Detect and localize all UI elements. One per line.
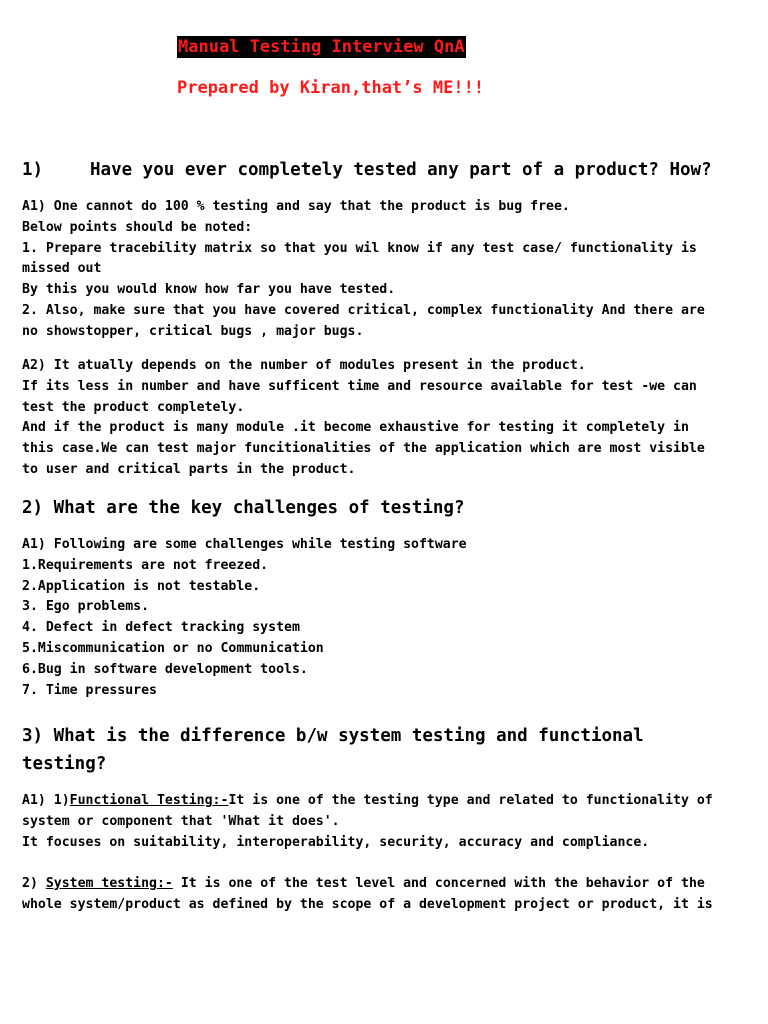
answer-prefix: 2) xyxy=(22,876,46,891)
answer-line: A1) One cannot do 100 % testing and say that the product is bug free. xyxy=(22,199,570,214)
answer-2-block xyxy=(22,356,752,481)
term-functional-testing: Functional Testing:- xyxy=(69,793,229,808)
answer-1-block xyxy=(22,197,752,343)
answer-line: 4. Defect in defect tracking system xyxy=(22,620,300,636)
term-system-testing: System testing:- xyxy=(45,876,173,891)
answer-line: 1. Prepare tracebility matrix so that you wil know if any test case/ functionality is xyxy=(22,240,697,256)
question-3-line-2: testing? xyxy=(22,754,107,774)
question-2: 2) What are the key challenges of testing? xyxy=(22,498,465,518)
answer-line: By this you would know how far you have tested. xyxy=(22,282,396,298)
answer-line: If its less in number and have sufficent time and resource available for test -we can xyxy=(22,378,697,394)
answer-line: 1.Requirements are not freezed. xyxy=(22,557,269,573)
question-3-answer-2 xyxy=(22,874,752,916)
answer-line: this case.We can test major funcitionalities of the application which are most visible xyxy=(22,441,705,457)
answer-line: 2. Also, make sure that you have covered critical, complex functionality And there are xyxy=(22,302,705,318)
answer-text: It is one of the testing type and related to functionality of xyxy=(228,793,713,808)
answer-line: A2) It atually depends on the number of modules present in the product. xyxy=(22,358,586,373)
answer-line: 7. Time pressures xyxy=(22,682,157,698)
document-subtitle: Prepared by Kiran,that’s ME!!! xyxy=(177,78,485,98)
answer-line: Below points should be noted: xyxy=(22,219,253,235)
answer-line: missed out xyxy=(22,261,102,277)
answer-line: 5.Miscommunication or no Communication xyxy=(22,640,324,656)
answer-line: 2.Application is not testable. xyxy=(22,578,261,594)
question-3-answer-1 xyxy=(22,791,752,853)
question-2-answer-block xyxy=(22,535,752,701)
answer-line: 6.Bug in software development tools. xyxy=(22,661,308,677)
question-1-text: Have you ever completely tested any part of a product? How? xyxy=(90,160,712,180)
answer-line: to user and critical parts in the product. xyxy=(22,461,356,477)
question-3-line-1: 3) What is the difference b/w system testing and functional xyxy=(22,726,644,746)
answer-line: It focuses on suitability, interoperability, security, accuracy and compliance. xyxy=(22,834,650,850)
answer-line: And if the product is many module .it become exhaustive for testing it completely in xyxy=(22,420,689,436)
answer-line: system or component that 'What it does'. xyxy=(22,813,340,829)
answer-prefix: A1) 1) xyxy=(22,793,70,808)
answer-line: A1) Following are some challenges while testing software xyxy=(22,537,467,552)
question-3 xyxy=(22,722,644,778)
answer-line: test the product completely. xyxy=(22,399,245,415)
answer-line xyxy=(22,791,752,812)
document-title: Manual Testing Interview QnA xyxy=(178,37,465,57)
question-1 xyxy=(22,156,712,184)
answer-text: It is one of the test level and concerned with the behavior of the xyxy=(172,876,705,891)
answer-line: whole system/product as defined by the scope of a development project or product, it is xyxy=(22,896,713,912)
answer-line xyxy=(22,874,752,895)
answer-line: 3. Ego problems. xyxy=(22,599,150,615)
answer-line: no showstopper, critical bugs , major bugs. xyxy=(22,323,364,339)
question-1-number: 1) xyxy=(22,160,44,180)
